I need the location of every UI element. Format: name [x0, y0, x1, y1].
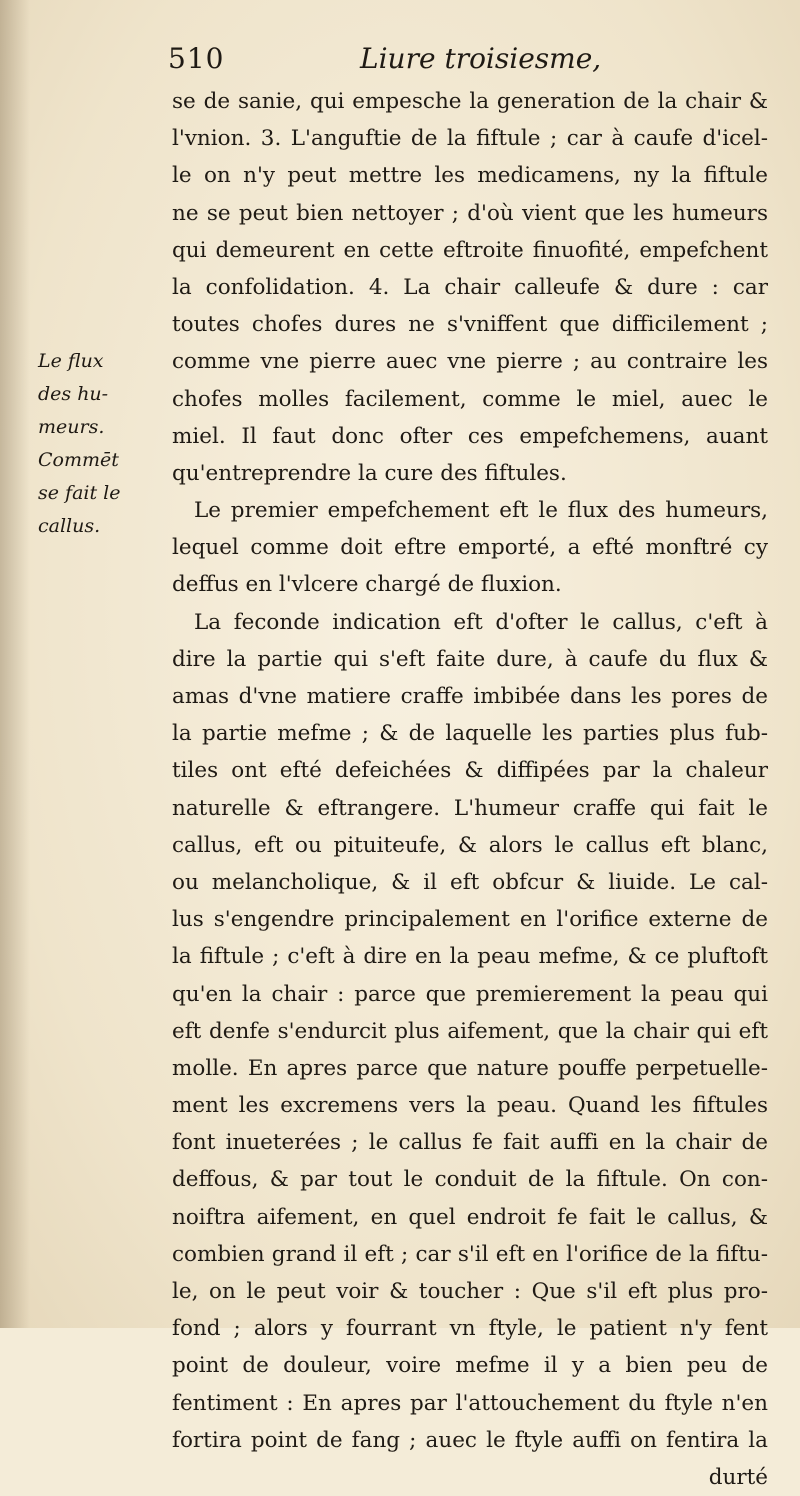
- margin-note-line: Commēt: [38, 449, 119, 471]
- text-line: fond ; alors y fourrant vn ftyle, le patient n'y fent: [172, 1316, 768, 1342]
- text-line: lus s'engendre principalement en l'orifice externe de: [172, 907, 768, 933]
- text-line: deffous, & par tout le conduit de la fiftule. On con-: [172, 1167, 768, 1193]
- text-line: miel. Il faut donc ofter ces empefchemens, auant: [172, 423, 768, 449]
- text-line: font inueterées ; le callus fe fait auffi en la chair de: [172, 1130, 768, 1156]
- margin-note-line: callus.: [38, 515, 101, 537]
- text-line: qui demeurent en cette eftroite finuofité, empefchent: [172, 237, 768, 263]
- text-line: naturelle & eftrangere. L'humeur craffe qui fait le: [172, 795, 768, 821]
- page-header: [160, 42, 680, 82]
- text-line: noiftra aifement, en quel endroit fe fait le callus, &: [172, 1204, 768, 1230]
- text-line: deffus en l'vlcere chargé de fluxion.: [172, 572, 562, 598]
- margin-note: [38, 345, 158, 543]
- text-line: ou melancholique, & il eft obfcur & liuide. Le cal-: [172, 869, 768, 895]
- text-line: ne se peut bien nettoyer ; d'où vient que les humeurs: [172, 200, 768, 226]
- text-line: eft denfe s'endurcit plus aifement, que la chair qui eft: [172, 1018, 768, 1044]
- text-line: La feconde indication eft d'ofter le callus, c'eft à: [194, 609, 768, 635]
- margin-note-line: Le flux: [38, 350, 104, 372]
- text-line: lequel comme doit eftre emporté, a efté monftré cy: [172, 535, 768, 561]
- text-line: fortira point de fang ; auec le ftyle auffi on fentira la: [172, 1427, 768, 1453]
- text-line: ment les excremens vers la peau. Quand les fiftules: [172, 1093, 768, 1119]
- text-line: tiles ont efté defeichées & diffipées par la chaleur: [172, 758, 768, 784]
- text-line: fentiment : En apres par l'attouchement du ftyle n'en: [172, 1390, 768, 1416]
- text-line: qu'en la chair : parce que premierement la peau qui: [172, 981, 768, 1007]
- text-line: la confolidation. 4. La chair calleufe & dure : car: [172, 274, 768, 300]
- margin-note-line: des hu-: [38, 383, 109, 405]
- text-line: dire la partie qui s'eft faite dure, à caufe du flux &: [172, 646, 768, 672]
- page-number: 510: [168, 42, 225, 75]
- text-line: Le premier empefchement eft le flux des humeurs,: [194, 498, 768, 524]
- text-line: la partie mefme ; & de laquelle les parties plus fub-: [172, 721, 768, 747]
- margin-note-line: se fait le: [38, 482, 121, 504]
- running-title: Liure troisiesme,: [360, 42, 602, 75]
- text-line: molle. En apres parce que nature pouffe perpetuelle-: [172, 1055, 768, 1081]
- catchword: durté: [708, 1464, 768, 1490]
- text-line: toutes chofes dures ne s'vniffent que difficilement ;: [172, 312, 768, 338]
- text-line: la fiftule ; c'eft à dire en la peau mefme, & ce pluftoft: [172, 944, 768, 970]
- spine-shadow: [0, 0, 30, 1328]
- text-line: le, on le peut voir & toucher : Que s'il eft plus pro-: [172, 1279, 768, 1304]
- text-line: qu'entreprendre la cure des fiftules.: [172, 460, 567, 486]
- text-line: comme vne pierre auec vne pierre ; au contraire les: [172, 349, 768, 375]
- text-line: callus, eft ou pituiteufe, & alors le callus eft blanc,: [172, 832, 768, 858]
- text-line: l'vnion. 3. L'anguftie de la fiftule ; car à caufe d'icel-: [172, 126, 768, 152]
- text-line: chofes molles facilement, comme le miel, auec le: [172, 386, 768, 412]
- text-line: se de sanie, qui empesche la generation de la chair &: [172, 89, 768, 114]
- margin-note-line: meurs.: [38, 416, 105, 438]
- text-line: combien grand il eft ; car s'il eft en l'orifice de la fiftu-: [172, 1241, 768, 1267]
- text-line: amas d'vne matiere craffe imbibée dans les pores de: [172, 684, 768, 709]
- body-text: [172, 83, 768, 1496]
- text-line: point de douleur, voire mefme il y a bien peu de: [172, 1353, 768, 1379]
- text-line: le on n'y peut mettre les medicamens, ny la fiftule: [172, 163, 768, 189]
